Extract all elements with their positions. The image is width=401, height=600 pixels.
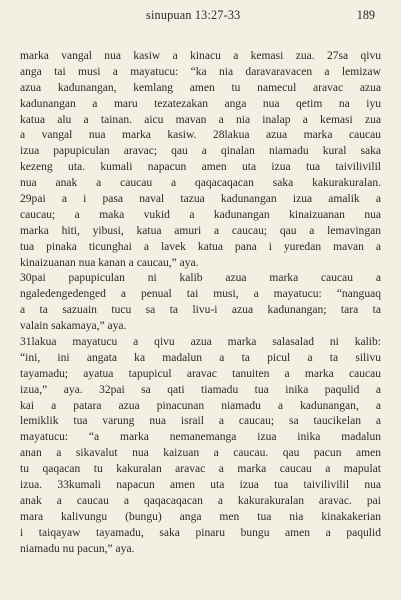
text-line: tua pinaka ticunghai a lavek katua pana i yuredan mavan a <box>20 240 381 253</box>
text-line: 31lakua mayatucu a qivu azua marka salasalad ni kalib: <box>20 336 381 349</box>
text-line: marka hiti, yibusi, katua amuri a caucau; qau a lemavingan <box>20 224 381 237</box>
text-line: i taiqayaw tayamadu, saka pinaru bungu amen a paqulid <box>20 526 381 539</box>
text-line: valain sakamaya,” aya. <box>20 320 127 333</box>
text-line: anan a sikavalut nua kaizuan a caucau. qau pacun amen <box>20 447 381 460</box>
text-line: mara kalivungu (bungu) anga men tua nia kinakakerian <box>20 510 381 523</box>
text-line: anga tai musi a mayatucu: “ka nia daravaravacen a lemizaw <box>20 65 381 78</box>
text-line: kadunangan a maru tezatezakan anga nua qetim na iyu <box>20 97 381 110</box>
text-line: nua anak a caucau a qaqacaqacan saka kakurakuralan. <box>20 177 381 190</box>
text-line: anak a caucau a qaqacaqacan a kakurakuralan aravac. pai <box>20 494 381 507</box>
text-line: izua. 33kumali napacun amen uta izua tua taivilivilil nua <box>20 479 381 492</box>
text-line: kezeng uta. kumali napacun amen uta izua tua taivilivilil <box>20 161 381 174</box>
text-line: izua papupiculan aravac; qau a qinalan niamadu kural saka <box>20 145 381 158</box>
text-line: marka vangal nua kasiw a kinacu a kemasi zua. 27sa qivu <box>20 50 381 62</box>
page-number: 189 <box>356 8 375 22</box>
text-line: lemiklik tua varung nua israil a caucau; sa taucikelan a <box>20 415 381 428</box>
text-line: azua kadunangan, kemlang amen tu namecul aravac azua <box>20 81 381 94</box>
text-line: 30pai papupiculan ni kalib azua marka caucau a <box>20 272 381 285</box>
text-line: 29pai a i pasa naval tazua kadunangan izua amalik a <box>20 193 381 206</box>
text-line: tu qaqacan tu kakuralan aravac a marka caucau a mapulat <box>20 463 381 476</box>
chapter-reference: sinupuan 13:27-33 <box>146 8 241 22</box>
text-line: katua alu a tainan. aicu mavan a nia inalap a kemasi zua <box>20 113 381 126</box>
text-line: izua,” aya. 32pai sa qati tiamadu tua inika paqulid a <box>20 383 381 396</box>
text-line: tayamadu; ayatua tapupicul aravac tanuiten a marka caucau <box>20 367 381 380</box>
text-line: kinaizuanan nua kanan a caucau,” aya. <box>20 256 199 269</box>
text-line: caucau; a maka vukid a kadunangan kinaizuanan nua <box>20 208 381 221</box>
text-line: a ta sazuain tucu sa ta livu-i azua kadunangan; tara ta <box>20 304 381 317</box>
text-line: a vangal nua marka kasiw. 28lakua azua marka caucau <box>20 129 381 142</box>
scripture-text <box>20 49 381 558</box>
text-line: mayatucu: “a marka nemanemanga izua inika madalun <box>20 431 381 444</box>
text-line: “ini, ini angata ka madalun a ta picul a ta silivu <box>20 351 381 364</box>
text-line: ngaledengedenged a penual tai musi, a mayatucu: “nanguaq <box>20 288 381 301</box>
text-line: kai a patara azua pinacunan niamadu a kadunangan, a <box>20 399 381 412</box>
page-header <box>0 8 401 26</box>
text-line: niamadu nu pacun,” aya. <box>20 542 135 555</box>
